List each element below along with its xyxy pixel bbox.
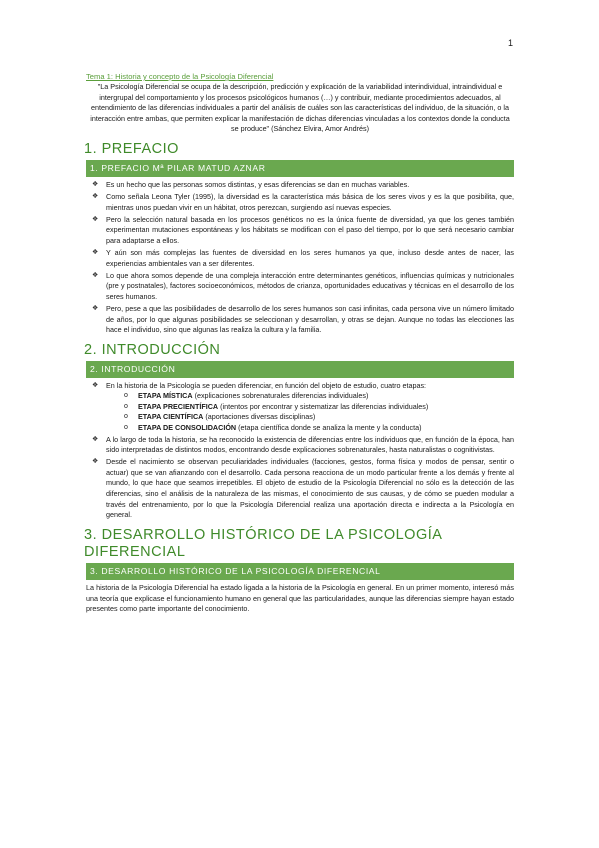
list-item: ❖ Es un hecho que las personas somos distintas, y esas diferencias se dan en muchas variables.	[106, 180, 514, 191]
stage-name: ETAPA CIENTÍFICA	[138, 412, 204, 422]
list-item: ❖ A lo largo de toda la historia, se ha reconocido la existencia de diferencias entre los individuos que, en función de la época, han sido interpretadas de distintos modos, encontrando desde explicaciones sobrenaturales, hasta naturalistas o cognitivistas.	[106, 435, 514, 456]
list-item	[106, 381, 514, 433]
section-bar-prefacio: 1. PREFACIO Mª PILAR MATUD AZNAR	[86, 160, 514, 177]
stages-list	[106, 391, 514, 433]
list-item: ❖ Desde el nacimiento se observan peculiaridades individuales (facciones, gestos, forma física y modos de pensar, sentir o actuar) que se van afianzando con el desarrollo. Cada persona reacciona de un modo particular frente a los demás y frente al mundo, lo que hace que seamos irrepetibles. El objeto de estudio de la Psicología Diferencial no sólo es la detección de las diferencias, sino el análisis de la naturaleza de las mismas, el conocimiento de sus causas, y de cómo se pueden modular a través del entrenamiento, por lo que la Psicología Diferencial realiza una aportación directa e indirecta a la Psicología en general.	[106, 457, 514, 521]
stage-item	[138, 412, 514, 422]
list-item: ❖ Como señala Leona Tyler (1995), la diversidad es la característica más básica de los seres vivos y es la que posibilita, que, mientras unos puedan vivir en un hábitat, otros perezcan, surgiendo así nuevas especies.	[106, 192, 514, 213]
stage-item	[138, 391, 514, 401]
list-item-text: En la historia de la Psicología se pueden diferenciar, en función del objeto de estudio, cuatro etapas:	[106, 380, 427, 390]
list-item: ❖ Pero, pese a que las posibilidades de desarrollo de los seres humanos son casi infinitas, cada persona vive un número limitado de años, por lo que algunas posibilidades se seleccionan y desarrollan, y otras se dejan. Aunque no todas las elecciones las hace el individuo, sino que algunas las realiza la cultura y la familia.	[106, 304, 514, 336]
introduccion-list	[86, 381, 514, 521]
stage-desc: (intentos por encontrar y sistematizar las diferencias individuales)	[218, 401, 429, 411]
section-heading-desarrollo: 3. DESARROLLO HISTÓRICO DE LA PSICOLOGÍA DIFERENCIAL	[84, 526, 442, 560]
stage-name: ETAPA DE CONSOLIDACIÓN	[138, 422, 237, 432]
list-item: ❖ Pero la selección natural basada en los procesos genéticos no es la única fuente de diversidad, ya que los genes también experimentan mutaciones espontáneas y los hábitats se modifican con el paso del tiempo, por lo que será necesario cambiar para adaptarse a ellos.	[106, 215, 514, 247]
intro-quote: "La Psicología Diferencial se ocupa de la descripción, predicción y explicación de la variabilidad interindividual, intraindividual e intergrupal del comportamiento y los procesos psicológicos humanos (…) y contribuir, mediante procedimientos adecuados, al entendimiento de las diferencias individuales a partir del análisis de cuáles son las características del individuo, de la situación, o la interacción entre ambas, que permiten explicar la manifestación de dichas diferencias vinculadas a los contextos donde la conducta se produce" (Sánchez Elvira, Amor Andrés)	[90, 82, 510, 134]
list-item: ❖ Lo que ahora somos depende de una compleja interacción entre determinantes genéticos, influencias químicas y nutricionales (pre y postnatales), factores socioeconómicos, métodos de crianza, oportunidades educativas y técnicas en el desarrollo de los seres humanos.	[106, 271, 514, 303]
prefacio-list	[86, 180, 514, 336]
stage-item	[138, 423, 514, 433]
section-bar-desarrollo: 3. DESARROLLO HISTÓRICO DE LA PSICOLOGÍA DIFERENCIAL	[86, 563, 514, 580]
list-item: ❖ Y aún son más complejas las fuentes de diversidad en los seres humanos ya que, incluso desde antes de nacer, las experiencias ambientales van a ser diferentes.	[106, 248, 514, 269]
page-number: 1	[507, 38, 513, 48]
stage-item	[138, 402, 514, 412]
stage-desc: (etapa científica donde se analiza la mente y la conducta)	[236, 422, 422, 432]
stage-name: ETAPA PRECIENTÍFICA	[138, 401, 219, 411]
desarrollo-paragraph: La historia de la Psicología Diferencial ha estado ligada a la historia de la Psicología en general. En un primer momento, interesó más una teoría que explicase el funcionamiento humano en general que las particularidades, aunque las diferencias siempre hayan estado presentes como parte importante del conocimiento.	[86, 582, 514, 614]
section-bar-introduccion: 2. INTRODUCCIÓN	[86, 361, 514, 378]
section-heading-prefacio: 1. PREFACIO	[84, 140, 179, 157]
section-heading-introduccion: 2. INTRODUCCIÓN	[84, 341, 221, 358]
stage-desc: (explicaciones sobrenaturales diferencias individuales)	[192, 391, 369, 401]
stage-name: ETAPA MÍSTICA	[138, 391, 193, 401]
stage-desc: (aportaciones diversas disciplinas)	[203, 412, 316, 422]
topic-title: Tema 1: Historia y concepto de la Psicología Diferencial	[86, 72, 274, 81]
document-body	[86, 72, 514, 615]
